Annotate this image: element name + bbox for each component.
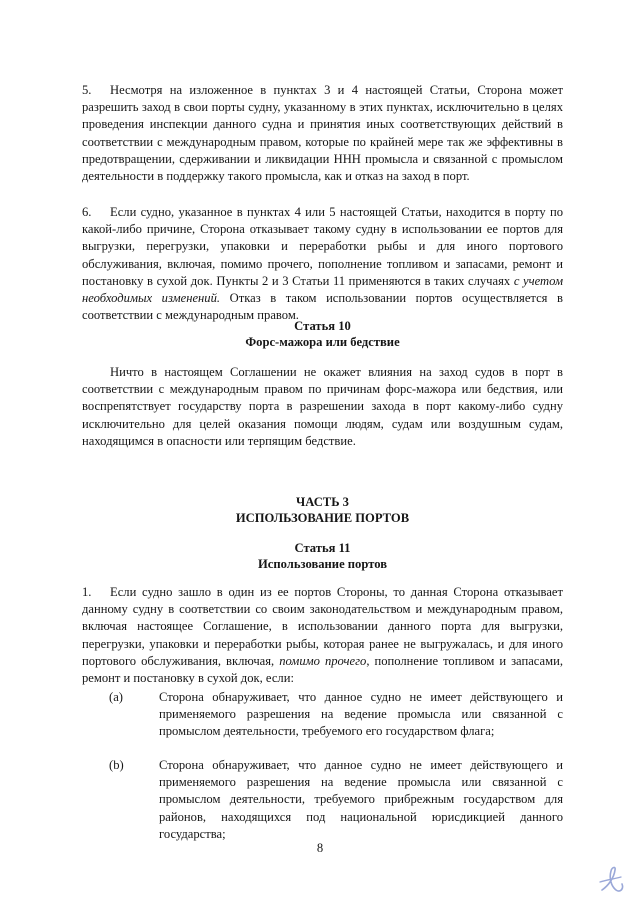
article-10-text: Ничто в настоящем Соглашении не окажет влияния на заход судов в порт в соответствии с международным правом по причинам форс-мажора или бедствия, или воспрепятствует государству порта в разрешении захода в порт какому-либо судну исключительно для целей оказания помощи людям, судам или воздушным судам, находящимся в опасности или терпящим бедствие. xyxy=(82,365,563,448)
paragraph-number: 5. xyxy=(82,83,92,97)
list-marker: (b) xyxy=(109,758,124,772)
part-3-subtitle: ИСПОЛЬЗОВАНИЕ ПОРТОВ xyxy=(235,511,410,525)
paragraph-text: Если судно, указанное в пунктах 4 или 5 настоящей Статьи, находится в порту по какой-либо причине, Сторона отказывает такому судну в использовании ее портов для выгрузки, перегрузки, упаковки и переработки рыбы и для иного портового обслуживания, включая, помимо прочего, пополнение топливом и запасами, ремонт и постановку в сухой док. Пункты 2 и 3 Статьи 11 применяются в таких случаях xyxy=(82,205,563,288)
page-number: 8 xyxy=(316,841,324,855)
list-item-b xyxy=(82,757,563,843)
list-item-text: Сторона обнаруживает, что данное судно не имеет действующего и применяемого разрешения на ведение промысла или связанной с промыслом деятельности, требуемого его государством флага; xyxy=(159,690,563,739)
article-11-title: Статья 11 xyxy=(294,541,351,555)
italic-text: помимо прочего xyxy=(279,653,367,668)
article-10-title: Статья 10 xyxy=(294,319,351,333)
paragraph-text-end: , пополнение топливом и запасами, ремонт и постановку в сухой док, если: xyxy=(82,653,564,686)
italic-text: с учетом необходимых изменений. xyxy=(82,273,564,306)
article-11-paragraph-1 xyxy=(82,584,563,687)
paragraph-6 xyxy=(82,204,563,324)
part-3-title: ЧАСТЬ 3 xyxy=(296,495,349,509)
paragraph-number: 1. xyxy=(82,585,92,599)
article-10-subtitle: Форс-мажора или бедствие xyxy=(245,335,400,349)
paragraph-5 xyxy=(82,82,563,185)
paragraph-text-end: Отказ в таком использовании портов осуществляется в соответствии с международным правом. xyxy=(82,291,563,323)
initials-mark-icon xyxy=(594,862,628,896)
list-item-text: Сторона обнаруживает, что данное судно не имеет действующего и применяемого разрешения на ведение промысла или связанной с промыслом деятельности, требуемого прибрежным государством для районов, находящихся под национальной юрисдикцией данного государства; xyxy=(159,758,563,841)
paragraph-number: 6. xyxy=(82,205,92,219)
list-item-a xyxy=(82,689,563,741)
paragraph-text: Если судно зашло в один из ее портов Стороны, то данная Сторона отказывает данному судну в соответствии со своим законодательством и международным правом, включая настоящее Соглашение, в использовании данного порта для выгрузки, перегрузки, упаковки и переработки рыбы, которая ранее не выгружалась, и для иного портового обслуживания, включая, xyxy=(82,585,563,668)
list-marker: (a) xyxy=(109,690,123,704)
paragraph-text: Несмотря на изложенное в пунктах 3 и 4 настоящей Статьи, Сторона может разрешить заход в свои порты судну, указанному в этих пунктах, исключительно в целях проведения инспекции данного судна и принятия иных соответствующих действий в соответствии с международным правом, которые по крайней мере так же эффективны в предотвращении, сдерживании и ликвидации ННН промысла и связанной с промыслом деятельности в поддержку такого промысла, как и отказ на заход в порт. xyxy=(82,83,563,184)
article-11-subtitle: Использование портов xyxy=(257,557,387,571)
